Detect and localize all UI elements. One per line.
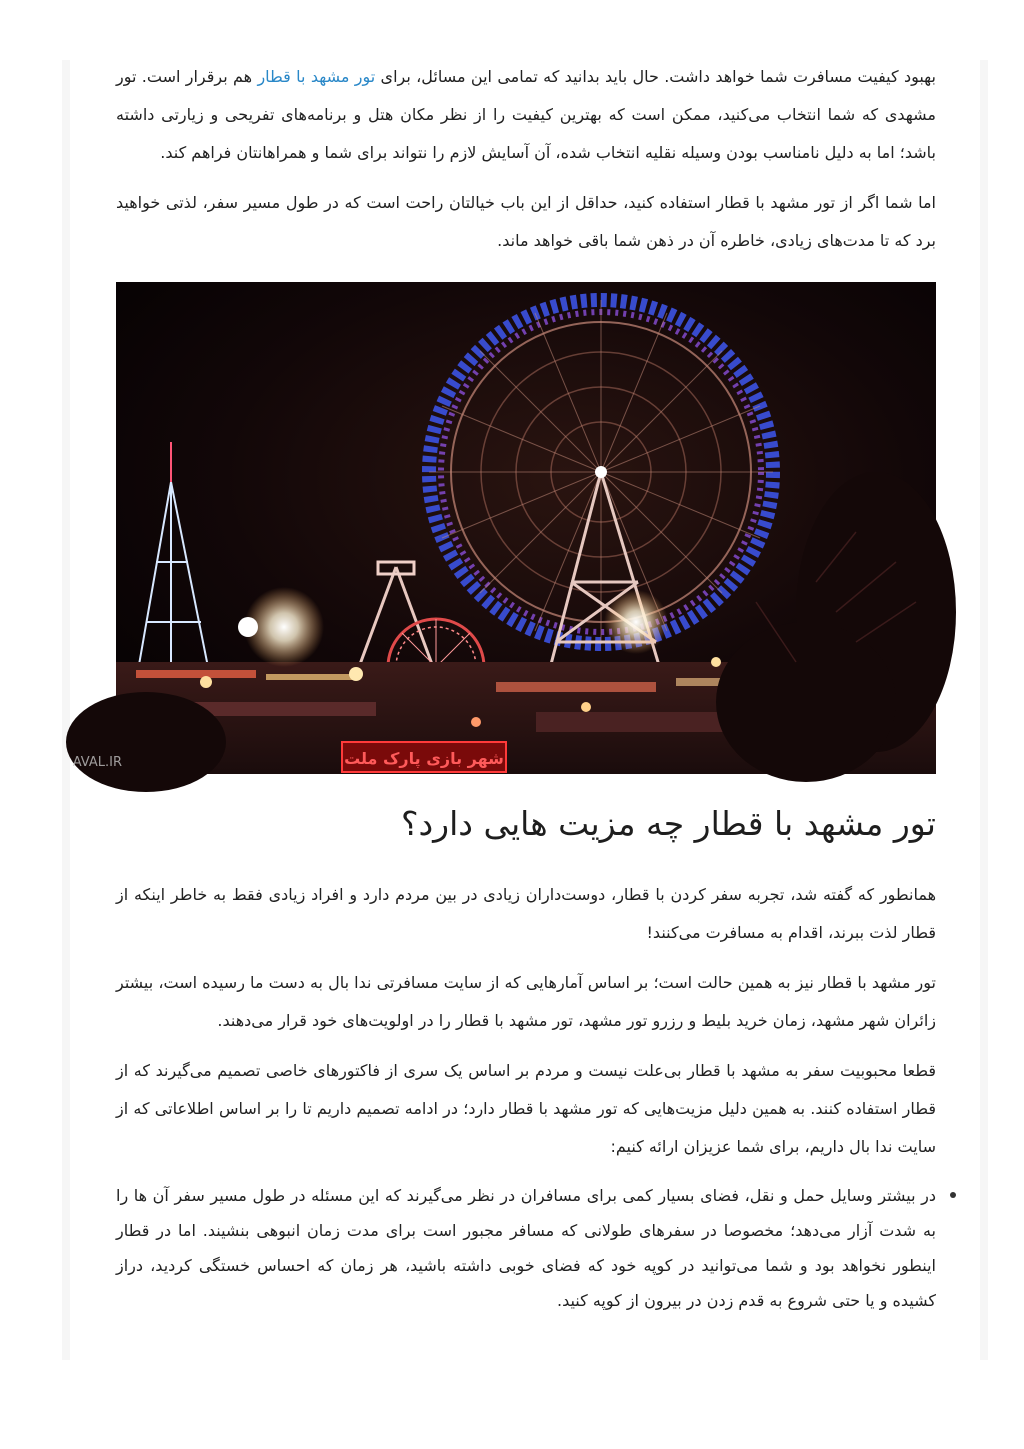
list-item — [116, 1178, 936, 1318]
tour-mashhad-train-link[interactable]: تور مشهد با قطار — [257, 67, 376, 86]
paragraph-popularity: همانطور که گفته شد، تجربه سفر کردن با قطار، دوست‌داران زیادی در بین مردم دارد و افراد زیادی فقط به خاطر اینکه از قطار لذت ببرند، اقدام به مسافرت می‌کنند! — [116, 885, 936, 942]
park-sign-text: شهر بازی پارک ملت — [344, 749, 504, 768]
amusement-park-image — [72, 282, 936, 774]
paragraph-intro — [116, 58, 936, 172]
paragraph-statistics: تور مشهد با قطار نیز به همین حالت است؛ بر اساس آمارهایی که از سایت مسافرتی ندا بال به دست ما رسیده است، بیشتر زائران شهر مشهد، زمان خرید بلیط و رزرو تور مشهد، تور مشهد با قطار را در اولویت‌های خود قرار می‌دهند. — [116, 973, 936, 1030]
park-sign — [342, 742, 506, 772]
paragraph-reasons: قطعا محبوبیت سفر به مشهد با قطار بی‌علت نیست و مردم بر اساس یک سری از فاکتورهای خاصی تصمیم می‌گیرند که از قطار استفاده کنند. به همین دلیل مزیت‌هایی که تور مشهد با قطار دارد؛ در ادامه تصمیم داریم تا را بر اساس اطلاعاتی که از سایت ندا بال داریم، برای شما عزیزان ارائه کنیم: — [116, 1061, 936, 1156]
advantages-list — [116, 1178, 936, 1318]
paragraph-intro-text-end: هم برقرار است. تور مشهدی که شما انتخاب می‌کنید، ممکن است که بهترین کیفیت را از نظر مکان هتل و برنامه‌های تفریحی و زیارتی داشته باشد؛ اما به دلیل نامناسب بودن وسیله نقلیه انتخاب شده، آن آسایش لازم را نتواند برای شما و همراهانتان فراهم کند. — [116, 67, 936, 162]
section-heading: تور مشهد با قطار چه مزیت هایی دارد؟ — [400, 804, 936, 843]
bullet-icon — [950, 1192, 956, 1198]
image-watermark: AVAL.IR — [72, 755, 122, 770]
paragraph-intro-text: بهبود کیفیت مسافرت شما خواهد داشت. حال باید بدانید که تمامی این مسائل، برای — [375, 67, 937, 86]
list-item-text: در بیشتر وسایل حمل و نقل، فضای بسیار کمی برای مسافران در نظر می‌گیرند که این مسئله در طول مسیر سفر آن ها را به شدت آزار می‌دهد؛ مخصوصا در سفرهای طولانی که مسافر مجبور است برای مدت زمان انبوهی بنشیند. اما در قطار اینطور نخواهد بود و شما می‌توانید در کوپه خود که فضای خوبی داشته باشید، هر زمان که احساس خستگی کردید، دراز کشیده و یا حتی شروع به قدم زدن در بیرون از کوپه کنید. — [116, 1186, 936, 1310]
article-content — [72, 58, 937, 1318]
paragraph-train-comfort: اما شما اگر از تور مشهد با قطار استفاده کنید، حداقل از این باب خیالتان راحت است که در طول مسیر سفر، لذتی خواهید برد که تا مدت‌های زیادی، خاطره آن در ذهن شما باقی خواهد ماند. — [116, 193, 936, 250]
